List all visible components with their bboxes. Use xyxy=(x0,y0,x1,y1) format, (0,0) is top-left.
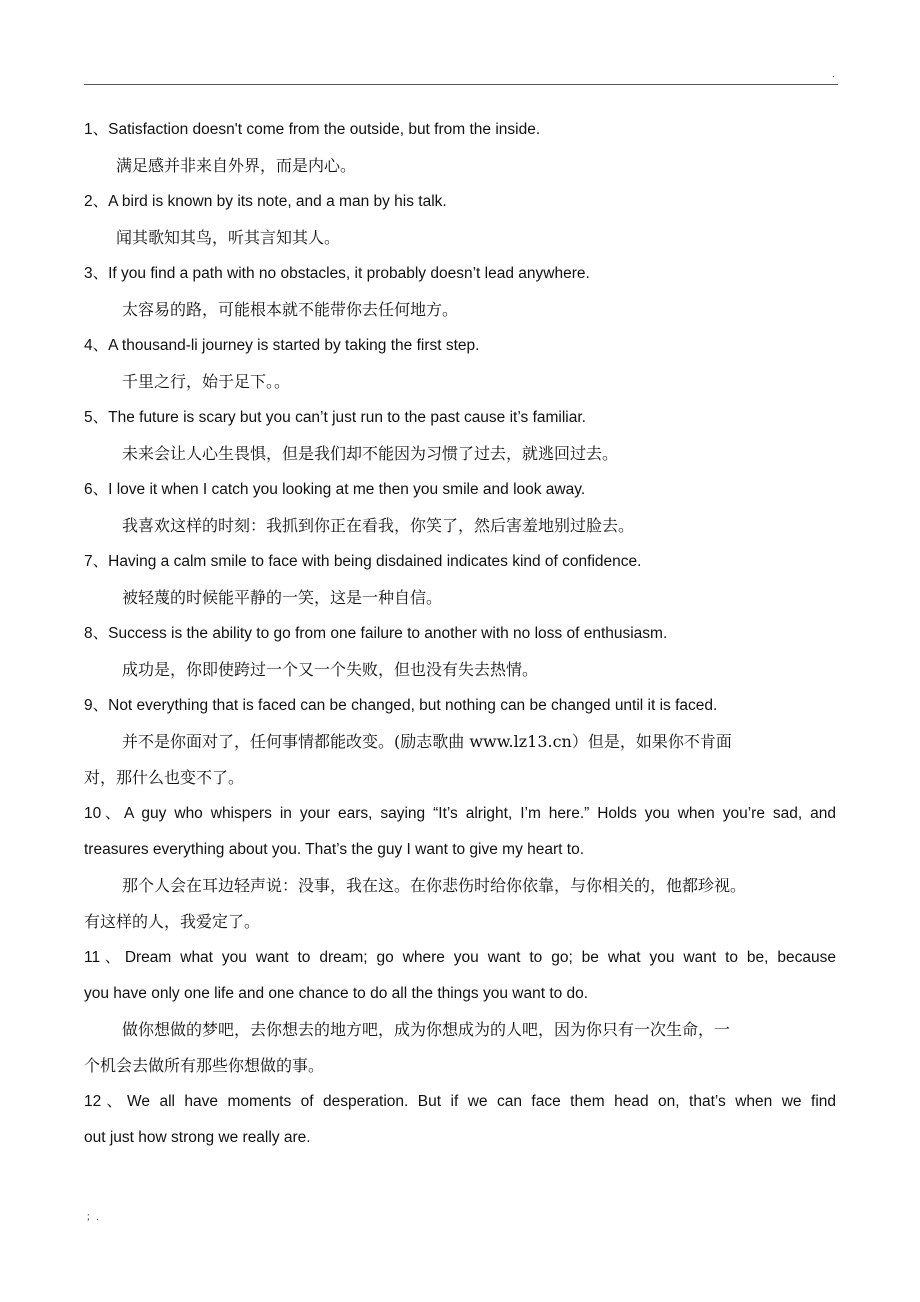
quote-list xyxy=(84,112,836,1156)
quote-3-en: 3、If you find a path with no obstacles, it probably doesn’t lead anywhere. xyxy=(84,265,590,282)
header-rule xyxy=(84,84,838,85)
footer-mark: ；. xyxy=(86,1212,99,1223)
quote-8-en: 8、Success is the ability to go from one failure to another with no loss of enthusiasm. xyxy=(84,625,668,642)
quote-6-en: 6、I love it when I catch you looking at me then you smile and look away. xyxy=(84,481,586,498)
quote-11-en-line-1: 11、Dream what you want to dream; go where you want to go; be what you want to be, because xyxy=(84,949,836,966)
quote-1-en: 1、Satisfaction doesn't come from the outside, but from the inside. xyxy=(84,121,541,138)
quote-5-en: 5、The future is scary but you can’t just run to the past cause it’s familiar. xyxy=(84,409,586,426)
quote-12-en-line-2: out just how strong we really are. xyxy=(84,1129,311,1146)
quote-7-cn: 被轻蔑的时候能平静的一笑，这是一种自信。 xyxy=(122,588,443,607)
quote-8-cn: 成功是，你即使跨过一个又一个失败，但也没有失去热情。 xyxy=(122,660,539,679)
quote-7-en: 7、Having a calm smile to face with being disdained indicates kind of confidence. xyxy=(84,553,642,570)
quote-4-en: 4、A thousand-li journey is started by taking the first step. xyxy=(84,337,480,354)
quote-6-cn: 我喜欢这样的时刻：我抓到你正在看我，你笑了，然后害羞地别过脸去。 xyxy=(122,516,635,535)
quote-10-cn-line-1: 那个人会在耳边轻声说：没事，我在这。在你悲伤时给你依靠，与你相关的，他都珍视。 xyxy=(122,876,747,895)
quote-9-cn-line-1: 并不是你面对了，任何事情都能改变。(励志歌曲 www.lz13.cn）但是，如果你不肯面 xyxy=(122,732,732,751)
quote-9-en: 9、Not everything that is faced can be changed, but nothing can be changed until it is faced. xyxy=(84,697,718,714)
quote-10-cn-line-2: 有这样的人，我爱定了。 xyxy=(84,912,261,931)
quote-2-en: 2、A bird is known by its note, and a man by his talk. xyxy=(84,193,447,210)
quote-11-cn-line-2: 个机会去做所有那些你想做的事。 xyxy=(84,1056,325,1075)
quote-5-cn: 未来会让人心生畏惧，但是我们却不能因为习惯了过去，就逃回过去。 xyxy=(122,444,619,463)
quote-12-en-line-1: 12、We all have moments of desperation. But if we can face them head on, that’s when we find xyxy=(84,1093,836,1110)
quote-11-en-line-2: you have only one life and one chance to do all the things you want to do. xyxy=(84,985,589,1002)
quote-10-en-line-2: treasures everything about you. That’s the guy I want to give my heart to. xyxy=(84,841,585,858)
quote-4-cn: 千里之行，始于足下。。 xyxy=(122,372,291,391)
quote-10-en-line-1: 10、A guy who whispers in your ears, saying “It’s alright, I’m here.” Holds you when you’re sad, and xyxy=(84,805,836,822)
quote-2-cn: 闻其歌知其鸟，听其言知其人。 xyxy=(116,228,341,247)
quote-9-cn-line-2: 对，那什么也变不了。 xyxy=(84,768,245,787)
quote-11-cn-line-1: 做你想做的梦吧，去你想去的地方吧，成为你想成为的人吧，因为你只有一次生命，一 xyxy=(122,1020,731,1039)
quote-3-cn: 太容易的路，可能根本就不能带你去任何地方。 xyxy=(122,300,459,319)
header-mark: . xyxy=(832,69,835,80)
quote-1-cn: 满足感并非来自外界，而是内心。 xyxy=(116,156,357,175)
